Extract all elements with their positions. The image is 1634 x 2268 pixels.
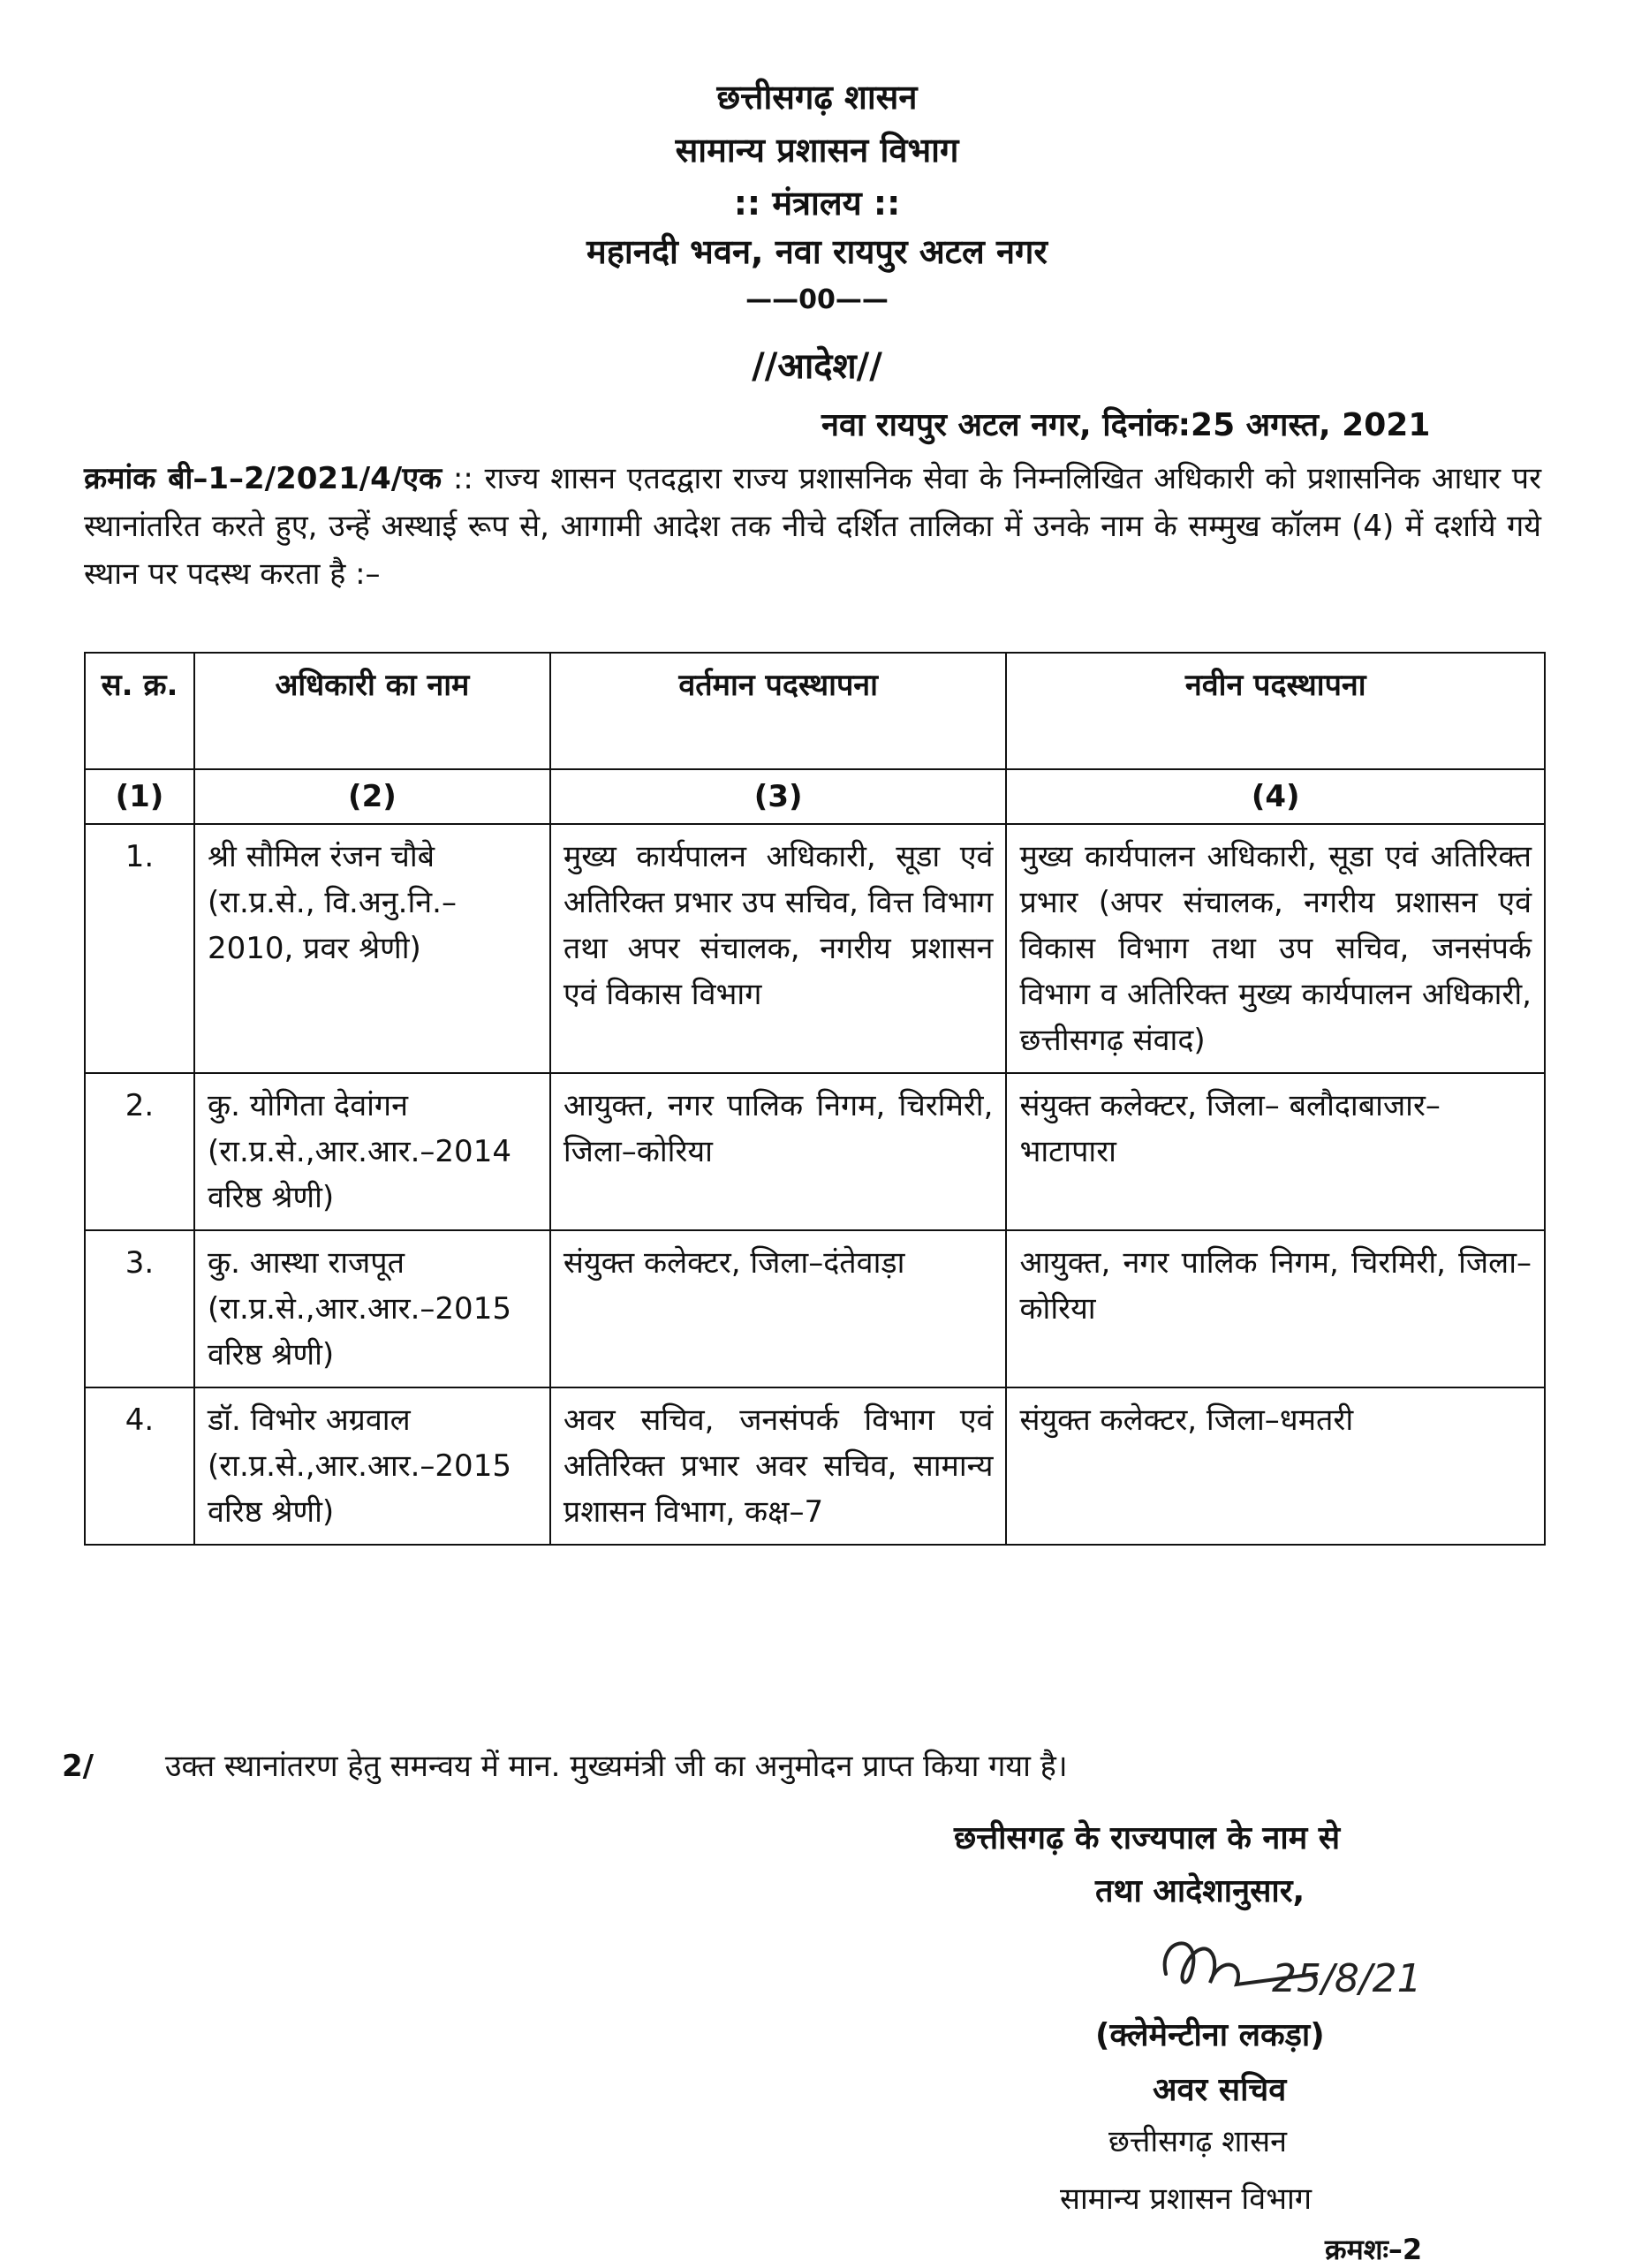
order-reference: क्रमांक बी–1–2/2021/4/एक	[84, 461, 443, 496]
row-current-posting: आयुक्त, नगर पालिक निगम, चिरमिरी, जिला–कोरिया	[550, 1073, 1007, 1230]
row-new-posting: आयुक्त, नगर पालिक निगम, चिरमिरी, जिला–कोरिया	[1006, 1230, 1545, 1387]
row-officer-name: कु. आस्था राजपूत (रा.प्र.से.,आर.आर.–2015 वरिष्ठ श्रेणी)	[194, 1230, 550, 1387]
header-separator: ——00——	[745, 284, 889, 315]
row-sno: 1.	[85, 824, 194, 1073]
signature-order-line: तथा आदेशानुसार,	[1095, 1873, 1305, 1909]
row-sno: 4.	[85, 1387, 194, 1545]
intro-text: :: राज्य शासन एतदद्वारा राज्य प्रशासनिक सेवा के निम्नलिखित अधिकारी को प्रशासनिक आधार पर स्थानांतरित करते हुए, उन्हें अस्थाई रूप से, आगामी आदेश तक नीचे दर्शित तालिका में उनके नाम के सम्मुख कॉलम (4) में दर्शाये गये स्थान पर पदस्थ करता है :–	[84, 461, 1542, 592]
col-number: (2)	[194, 769, 550, 824]
transfer-table	[84, 652, 1546, 1546]
row-current-posting: मुख्य कार्यपालन अधिकारी, सूडा एवं अतिरिक्त प्रभार उप सचिव, वित्त विभाग तथा अपर संचालक, नगरीय प्रशासन एवं विकास विभाग	[550, 824, 1007, 1073]
column-number-row	[85, 769, 1545, 824]
header-new-posting: नवीन पदस्थापना	[1006, 653, 1545, 769]
table-row	[85, 1073, 1545, 1230]
signatory-designation: अवर सचिव	[1153, 2072, 1287, 2108]
header-mantralaya: :: मंत्रालय ::	[733, 184, 901, 223]
table-header-row	[85, 653, 1545, 769]
row-new-posting: संयुक्त कलेक्टर, जिला– बलौदाबाजार–भाटापारा	[1006, 1073, 1545, 1230]
col-number: (1)	[85, 769, 194, 824]
row-officer-name: कु. योगिता देवांगन (रा.प्र.से.,आर.आर.–2014 वरिष्ठ श्रेणी)	[194, 1073, 550, 1230]
col-number: (4)	[1006, 769, 1545, 824]
continuation-mark: क्रमशः–2	[1325, 2233, 1423, 2266]
row-current-posting: संयुक्त कलेक्टर, जिला–दंतेवाड़ा	[550, 1230, 1007, 1387]
paragraph-number: 2/	[62, 1749, 95, 1784]
header-department: सामान्य प्रशासन विभाग	[675, 131, 959, 170]
order-title: //आदेश//	[752, 346, 882, 387]
paragraph-2	[62, 1744, 1068, 1785]
row-new-posting: संयुक्त कलेक्टर, जिला–धमतरी	[1006, 1387, 1545, 1545]
table-row	[85, 824, 1545, 1073]
order-dateline: नवा रायपुर अटल नगर, दिनांक:25 अगस्त, 2021	[821, 407, 1431, 443]
table-row	[85, 1387, 1545, 1545]
row-current-posting: अवर सचिव, जनसंपर्क विभाग एवं अतिरिक्त प्रभार अवर सचिव, सामान्य प्रशासन विभाग, कक्ष–7	[550, 1387, 1007, 1545]
signature-date: 25/8/21	[1272, 1956, 1422, 2001]
row-sno: 3.	[85, 1230, 194, 1387]
signature-authority-line: छत्तीसगढ़ के राज्यपाल के नाम से	[954, 1820, 1341, 1856]
col-number: (3)	[550, 769, 1007, 824]
header-sno: स. क्र.	[85, 653, 194, 769]
row-officer-name: डॉ. विभोर अग्रवाल (रा.प्र.से.,आर.आर.–2015 वरिष्ठ श्रेणी)	[194, 1387, 550, 1545]
table-row	[85, 1230, 1545, 1387]
row-sno: 2.	[85, 1073, 194, 1230]
handwritten-signature	[1139, 1921, 1431, 2018]
intro-paragraph	[84, 455, 1541, 598]
paragraph-2-text: उक्त स्थानांतरण हेतु समन्वय में मान. मुख्यमंत्री जी का अनुमोदन प्राप्त किया गया है।	[164, 1749, 1068, 1784]
header-address: महानदी भवन, नवा रायपुर अटल नगर	[586, 232, 1048, 271]
signatory-name: (क्लेमेन्टीना लकड़ा)	[1095, 2017, 1325, 2053]
header-current-posting: वर्तमान पदस्थापना	[550, 653, 1007, 769]
header-govt: छत्तीसगढ़ शासन	[716, 78, 918, 117]
signatory-org-govt: छत्तीसगढ़ शासन	[1108, 2124, 1287, 2159]
signatory-org-department: सामान्य प्रशासन विभाग	[1060, 2181, 1312, 2217]
row-officer-name: श्री सौमिल रंजन चौबे (रा.प्र.से., वि.अनु.नि.–2010, प्रवर श्रेणी)	[194, 824, 550, 1073]
row-new-posting: मुख्य कार्यपालन अधिकारी, सूडा एवं अतिरिक्त प्रभार (अपर संचालक, नगरीय प्रशासन एवं विकास विभाग तथा उप सचिव, जनसंपर्क विभाग व अतिरिक्त मुख्य कार्यपालन अधिकारी, छत्तीसगढ़ संवाद)	[1006, 824, 1545, 1073]
header-officer-name: अधिकारी का नाम	[194, 653, 550, 769]
